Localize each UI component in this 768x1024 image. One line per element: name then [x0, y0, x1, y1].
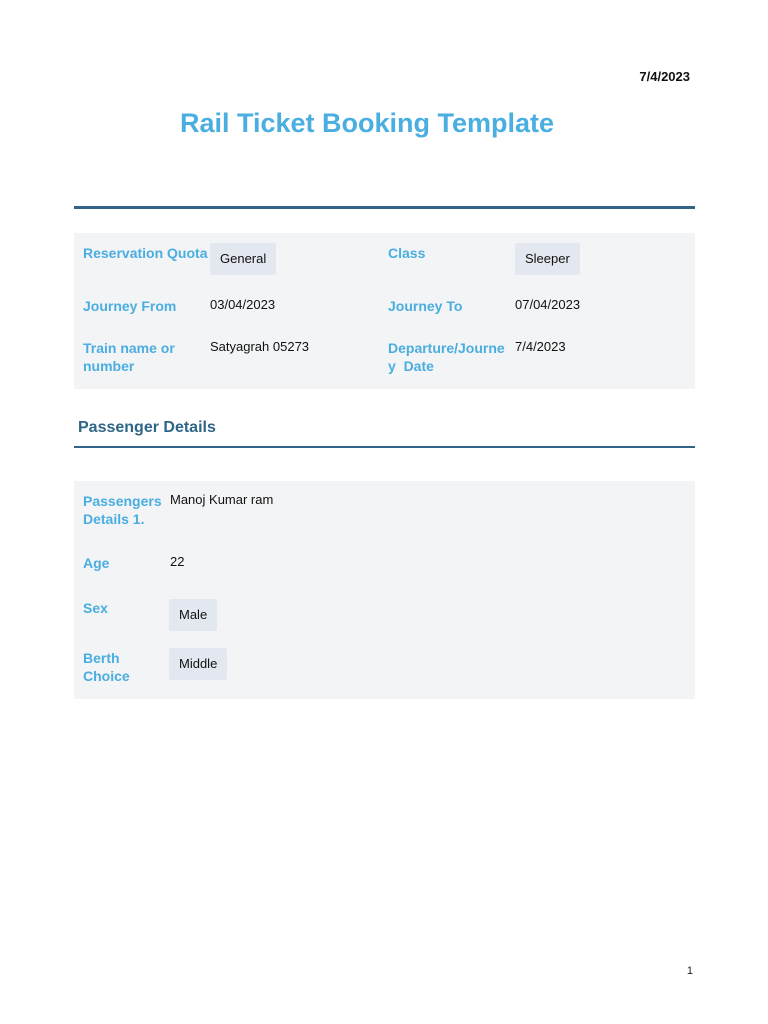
- berth-choice-label: [83, 649, 130, 685]
- departure-date-label: [388, 339, 505, 375]
- berth-label-line-1: Berth: [83, 650, 120, 666]
- reservation-quota-label: Reservation Quota: [83, 245, 208, 261]
- passenger-divider: [74, 446, 695, 448]
- berth-label-line-2: Choice: [83, 668, 130, 684]
- journey-to-value[interactable]: 07/04/2023: [515, 297, 581, 312]
- journey-from-label: Journey From: [83, 298, 177, 314]
- train-label: [83, 339, 175, 375]
- reservation-quota-value[interactable]: General: [210, 243, 276, 275]
- class-label: Class: [388, 245, 426, 261]
- train-label-line-1: Train name or: [83, 340, 175, 356]
- passenger-section-title: Passenger Details: [78, 419, 216, 436]
- page-number: 1: [686, 965, 693, 977]
- departure-label-line-1: Departure/Journe: [388, 340, 505, 356]
- title-divider: [74, 206, 695, 209]
- train-value[interactable]: Satyagrah 05273: [210, 339, 310, 354]
- age-label: Age: [83, 555, 110, 571]
- age-value[interactable]: 22: [170, 554, 185, 569]
- departure-label-line-2: y Date: [388, 358, 434, 374]
- passenger-details-label-line-2: Details 1.: [83, 511, 145, 527]
- passenger-details-label: [83, 492, 162, 528]
- journey-from-value[interactable]: 03/04/2023: [210, 297, 276, 312]
- train-label-line-2: number: [83, 358, 135, 374]
- sex-value[interactable]: Male: [169, 599, 217, 631]
- passenger-details-label-line-1: Passengers: [83, 493, 162, 509]
- page-title: Rail Ticket Booking Template: [179, 108, 555, 138]
- berth-choice-value[interactable]: Middle: [169, 648, 227, 680]
- journey-to-label: Journey To: [388, 298, 463, 314]
- reservation-panel: [74, 233, 695, 389]
- sex-label: Sex: [83, 600, 108, 616]
- class-value[interactable]: Sleeper: [515, 243, 580, 275]
- departure-date-value[interactable]: 7/4/2023: [515, 339, 566, 354]
- document-date: 7/4/2023: [639, 69, 690, 84]
- passenger-panel: [74, 481, 695, 699]
- passenger-name-value[interactable]: Manoj Kumar ram: [170, 492, 274, 507]
